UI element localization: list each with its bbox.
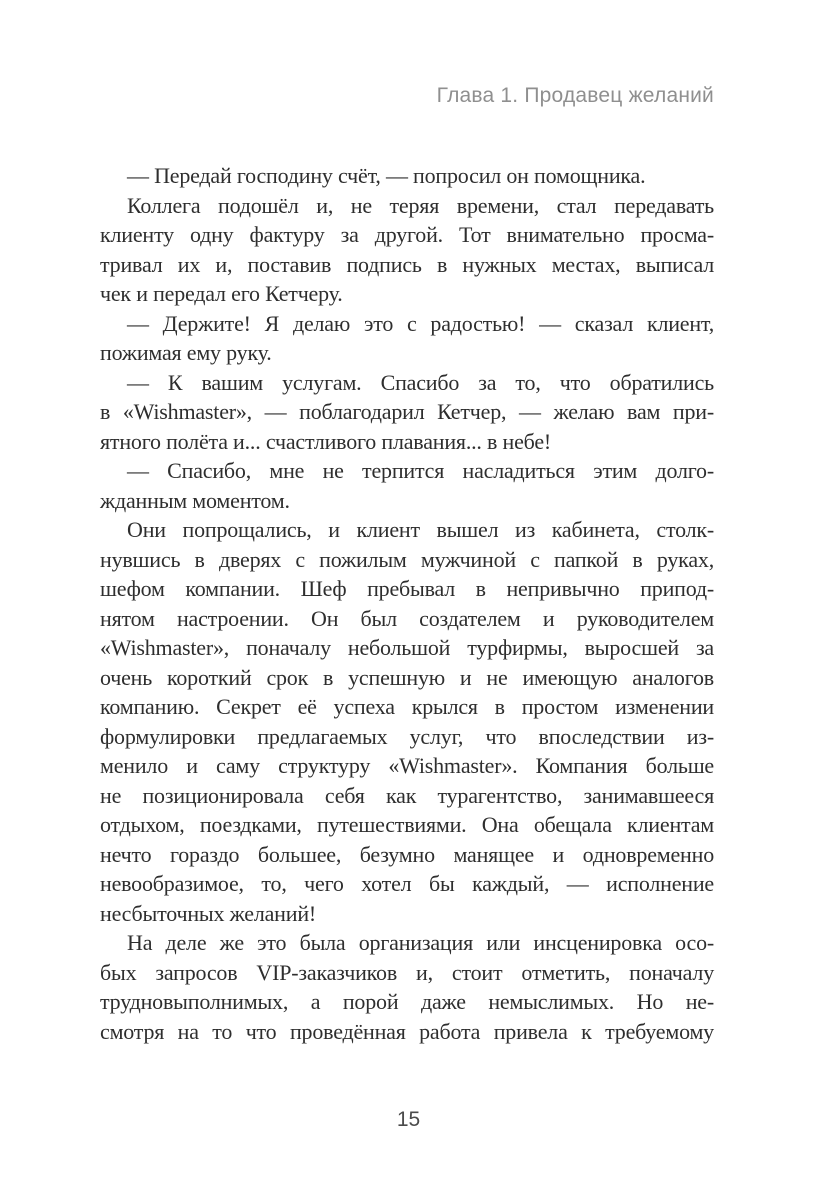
text-line: пожимая ему руку. <box>100 340 272 365</box>
text-line: клиенту одну фактуру за другой. Тот внимательно просма- <box>100 222 714 247</box>
text-line: ятного полёта и... счастливого плавания... в небе! <box>100 428 552 454</box>
paragraph <box>100 928 714 1046</box>
text-line: Коллега подошёл и, не теряя времени, стал передавать <box>127 192 714 218</box>
text-line: невообразимое, то, чего хотел бы каждый, — исполнение <box>100 871 714 896</box>
text-line: нечто гораздо большее, безумно манящее и одновременно <box>100 841 714 867</box>
text-line: — К вашим услугам. Спасибо за то, что обратились <box>127 369 714 395</box>
text-line: тривал их и, поставив подпись в нужных местах, выписал <box>100 251 714 277</box>
paragraph <box>100 161 714 191</box>
text-line: шефом компании. Шеф пребывал в непривычно припод- <box>100 576 714 601</box>
text-line: нятом настроении. Он был создателем и руководителем <box>100 605 714 631</box>
text-block <box>100 161 714 1046</box>
paragraph <box>100 309 714 368</box>
text-line: несбыточных желаний! <box>100 900 317 926</box>
paragraph <box>100 515 714 928</box>
text-line: На деле же это была организация или инсценировка осо- <box>127 930 714 955</box>
text-line: бых запросов VIP-заказчиков и, стоит отметить, поначалу <box>100 959 714 985</box>
text-line: менило и саму структуру «Wishmaster». Компания больше <box>100 753 714 778</box>
paragraph <box>100 191 714 309</box>
text-line: формулировки предлагаемых услуг, что впоследствии из- <box>100 723 714 749</box>
text-line: не позиционировала себя как турагентство, занимавшееся <box>100 782 714 808</box>
chapter-running-head: Глава 1. Продавец желаний <box>436 84 714 107</box>
page-number: 15 <box>396 1108 421 1131</box>
text-line: жданным моментом. <box>100 487 290 513</box>
text-line: отдыхом, поездками, путешествиями. Она обещала клиентам <box>100 812 714 837</box>
text-line: смотря на то что проведённая работа привела к требуемому <box>100 1018 714 1044</box>
text-line: «Wishmaster», поначалу небольшой турфирмы, выросшей за <box>100 635 714 660</box>
text-line: очень короткий срок в успешную и не имеющую аналогов <box>100 664 714 690</box>
text-line: — Держите! Я делаю это с радостью! — сказал клиент, <box>127 310 714 336</box>
text-line: Они попрощались, и клиент вышел из кабинета, столк- <box>127 517 714 542</box>
text-line: компанию. Секрет её успеха крылся в простом изменении <box>100 694 714 719</box>
text-line: в «Wishmaster», — поблагодарил Кетчер, — желаю вам при- <box>100 399 714 424</box>
text-line: нувшись в дверях с пожилым мужчиной с папкой в руках, <box>100 546 714 572</box>
text-line: — Спасибо, мне не терпится насладиться этим долго- <box>127 458 714 483</box>
text-line: трудновыполнимых, а порой даже немыслимых. Но не- <box>100 989 714 1014</box>
text-line: — Передай господину счёт, — попросил он помощника. <box>127 163 646 188</box>
text-line: чек и передал его Кетчеру. <box>100 281 343 306</box>
paragraph <box>100 456 714 515</box>
paragraph <box>100 368 714 457</box>
